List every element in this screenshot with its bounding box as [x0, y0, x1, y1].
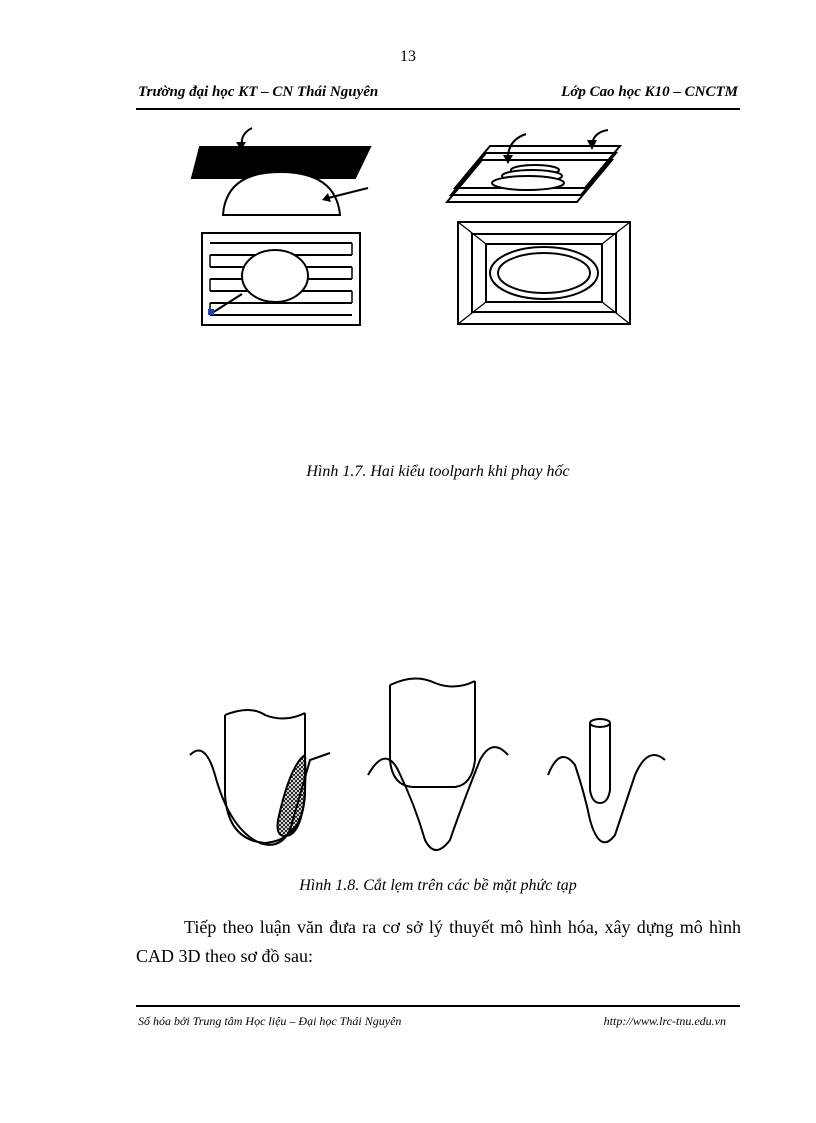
header-institution: Trường đại học KT – CN Thái Nguyên: [138, 84, 379, 100]
body-paragraph: Tiếp theo luận văn đưa ra cơ sở lý thuyết mô hình hóa, xây dựng mô hình CAD 3D theo sơ đồ sau:: [136, 917, 741, 966]
header-class: Lớp Cao học K10 – CNCTM: [561, 84, 738, 100]
gouging-tool-1: [190, 710, 330, 845]
contour-pocket-outline: [458, 222, 630, 324]
gouging-tool-3: [548, 719, 665, 842]
island: [242, 250, 308, 302]
zigzag-toolpath-drawing: [192, 128, 370, 325]
header-rule: [136, 108, 740, 110]
footer-rule: [136, 1005, 740, 1007]
footer-url[interactable]: http://www.lrc-tnu.edu.vn: [603, 1014, 726, 1028]
figure-1-8-caption: Hình 1.8. Cắt lẹm trên các bề mặt phức tạp: [299, 877, 577, 894]
figure-1-7-caption: Hình 1.7. Hai kiểu toolparh khi phay hốc: [306, 463, 570, 480]
footer-credit: Số hóa bởi Trung tâm Học liệu – Đại học Thái Nguyên: [138, 1014, 402, 1028]
page-number: 13: [400, 48, 416, 65]
contour-toolpath-drawing: [447, 130, 630, 324]
figure-1-8-illustration: [180, 645, 700, 867]
figure-1-7-illustration: [190, 120, 650, 335]
gouging-tool-2: [368, 678, 508, 850]
